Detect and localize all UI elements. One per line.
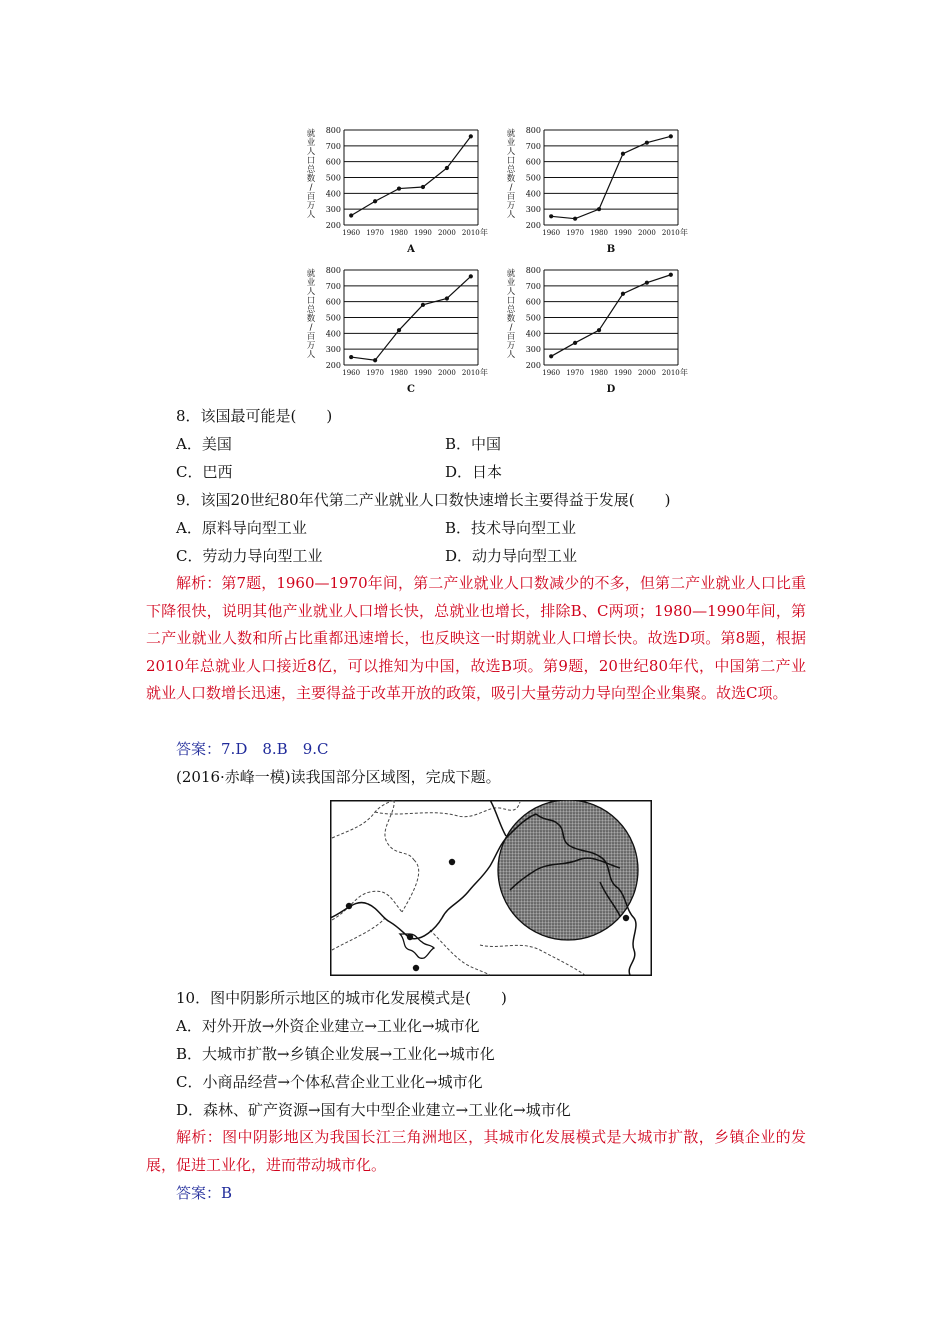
y-label-char: 业: [506, 278, 516, 288]
data-point: [573, 217, 577, 221]
analysis-2: [146, 1124, 806, 1179]
x-tick-label: 2010: [661, 369, 680, 377]
y-tick-label: 200: [525, 221, 541, 230]
chart-panel-label: C: [407, 384, 415, 395]
series-line: [351, 136, 471, 215]
y-tick-label: 400: [525, 329, 541, 339]
answer-2: [176, 1182, 232, 1204]
answer-2-label: 答案：: [176, 1184, 222, 1202]
y-tick-label: 600: [525, 157, 541, 167]
q10-option-a[interactable]: A．对外开放→外资企业建立→工业化→城市化: [176, 1017, 480, 1035]
data-point: [421, 185, 425, 189]
data-point: [669, 134, 673, 138]
y-tick-label: 200: [325, 221, 341, 230]
y-tick-label: 500: [525, 173, 541, 183]
q10-stem: 10．图中阴影所示地区的城市化发展模式是( ): [176, 989, 507, 1007]
data-point: [469, 274, 473, 278]
x-unit-label: 年: [480, 368, 488, 377]
y-label-char: 人: [306, 287, 316, 297]
q9-option-d[interactable]: D．动力导向型工业: [445, 547, 578, 565]
data-point: [573, 341, 577, 345]
chart-b-svg: [500, 122, 690, 257]
y-label-char: 业: [306, 278, 316, 288]
y-tick-label: 400: [325, 329, 341, 339]
y-label-char: 总: [306, 165, 316, 175]
city-dot: [413, 965, 419, 971]
y-tick-label: 300: [525, 345, 541, 355]
x-tick-label: 2010: [661, 229, 680, 237]
y-label-char: 数: [506, 174, 516, 184]
y-tick-label: 700: [525, 141, 541, 151]
answer-1-text: 7.D 8.B 9.C: [221, 740, 329, 758]
x-tick-label: 1970: [566, 229, 585, 237]
city-dot: [449, 859, 455, 865]
x-tick-label: 2000: [437, 369, 456, 377]
y-label-char: 业: [506, 138, 516, 148]
y-label-char: 口: [306, 296, 316, 306]
y-label-char: 百: [506, 192, 516, 202]
data-point: [469, 134, 473, 138]
q8-option-b[interactable]: B．中国: [445, 435, 502, 453]
chart-b: [500, 122, 690, 257]
chart-a: [300, 122, 490, 257]
q10-option-d[interactable]: D．森林、矿产资源→国有大中型企业建立→工业化→城市化: [176, 1101, 571, 1119]
x-tick-label: 1990: [414, 229, 432, 237]
chart-d-svg: [500, 262, 690, 397]
data-point: [597, 207, 601, 211]
region-map-svg: [330, 800, 652, 976]
y-label-char: 数: [506, 314, 516, 324]
shaded-region: [498, 800, 638, 940]
analysis-1-label: 解析：: [176, 574, 222, 592]
y-label-char: 总: [306, 305, 316, 315]
x-tick-label: 1980: [390, 369, 408, 377]
y-label-char: 口: [506, 296, 516, 306]
y-label-char: 万: [306, 341, 316, 351]
x-unit-label: 年: [680, 228, 688, 237]
x-tick-label: 1980: [590, 229, 608, 237]
y-tick-label: 200: [325, 361, 341, 370]
region-map: [330, 800, 652, 976]
data-point: [349, 213, 353, 217]
y-tick-label: 300: [525, 205, 541, 215]
charts-grid: [300, 122, 690, 400]
y-label-char: 口: [306, 156, 316, 166]
y-label-char: 万: [306, 201, 316, 211]
x-unit-label: 年: [680, 368, 688, 377]
y-label-char: /: [509, 323, 513, 333]
chart-c: [300, 262, 490, 397]
y-label-char: 人: [306, 147, 316, 157]
data-point: [645, 281, 649, 285]
answer-1-label: 答案：: [176, 740, 222, 758]
chart-d: [500, 262, 690, 397]
y-label-char: 总: [506, 165, 516, 175]
q9-option-c[interactable]: C．劳动力导向型工业: [176, 547, 323, 565]
y-tick-label: 700: [525, 281, 541, 291]
series-line: [351, 276, 471, 360]
y-label-char: /: [309, 183, 313, 193]
y-tick-label: 400: [325, 189, 341, 199]
analysis-2-text: 图中阴影地区为我国长江三角洲地区，其城市化发展模式是大城市扩散，乡镇企业的发展，促进工业化，进而带动城市化。: [146, 1128, 806, 1174]
y-label-char: 就: [306, 129, 316, 139]
q9-option-a[interactable]: A．原料导向型工业: [176, 519, 307, 537]
data-point: [621, 152, 625, 156]
y-tick-label: 300: [325, 345, 341, 355]
city-dot: [407, 934, 413, 940]
x-tick-label: 1970: [366, 369, 385, 377]
data-point: [597, 328, 601, 332]
data-point: [549, 214, 553, 218]
y-label-char: 人: [506, 210, 516, 220]
y-label-char: 就: [506, 269, 516, 279]
y-label-char: 人: [306, 210, 316, 220]
y-tick-label: 500: [325, 173, 341, 183]
x-tick-label: 1970: [366, 229, 385, 237]
y-label-char: 总: [506, 305, 516, 315]
answer-2-text: B: [221, 1184, 233, 1202]
q8-stem: 8．该国最可能是( ): [176, 407, 333, 425]
map-intro: (2016·赤峰一模)读我国部分区域图，完成下题。: [176, 768, 501, 786]
data-point: [373, 358, 377, 362]
q9-stem: 9．该国20世纪80年代第二产业就业人口数快速增长主要得益于发展( ): [176, 491, 671, 509]
y-tick-label: 600: [525, 297, 541, 307]
y-tick-label: 200: [525, 361, 541, 370]
chart-panel-label: D: [606, 384, 616, 395]
chart-panel-label: A: [407, 244, 415, 255]
analysis-2-label: 解析：: [176, 1128, 223, 1146]
chart-panel-label: B: [606, 244, 616, 255]
x-tick-label: 1990: [614, 229, 632, 237]
city-dot: [623, 915, 629, 921]
y-tick-label: 300: [325, 205, 341, 215]
y-label-char: 数: [306, 174, 316, 184]
x-unit-label: 年: [480, 228, 488, 237]
y-label-char: 数: [306, 314, 316, 324]
x-tick-label: 1960: [542, 369, 561, 377]
y-label-char: 万: [506, 201, 516, 211]
y-tick-label: 600: [325, 297, 341, 307]
y-label-char: 万: [506, 341, 516, 351]
y-label-char: 百: [306, 192, 316, 202]
y-label-char: 百: [506, 332, 516, 342]
x-tick-label: 1990: [414, 369, 432, 377]
chart-a-svg: [300, 122, 490, 257]
q8-option-a[interactable]: A．美国: [176, 435, 232, 453]
y-label-char: /: [509, 183, 513, 193]
y-label-char: 就: [306, 269, 316, 279]
x-tick-label: 1980: [590, 369, 608, 377]
data-point: [349, 355, 353, 359]
y-label-char: 口: [506, 156, 516, 166]
y-tick-label: 700: [325, 281, 341, 291]
y-tick-label: 600: [325, 157, 341, 167]
series-line: [551, 275, 671, 357]
x-tick-label: 1960: [342, 369, 361, 377]
y-tick-label: 500: [325, 313, 341, 323]
x-tick-label: 1960: [542, 229, 561, 237]
y-tick-label: 700: [325, 141, 341, 151]
y-tick-label: 800: [525, 126, 541, 135]
analysis-1-text: 第7题，1960—1970年间，第二产业就业人口数减少的不多，但第二产业就业人口比重下降很快，说明其他产业就业人口增长快，总就业也增长，排除B、C两项；1980—1990年间，第二产业就业人数和所占比重都迅速增长，也反映这一时期就业人口增长快。故选D项。第8题，根据2010年总就业人口接近8亿，可以推知为中国，故选B项。第9题，20世纪80年代，中国第二产业就业人口数增长迅速，主要得益于改革开放的政策，吸引大量劳动力导向型企业集聚。故选C项。: [146, 574, 806, 702]
y-label-char: 人: [506, 147, 516, 157]
analysis-1: [146, 570, 806, 708]
q10-option-b[interactable]: B．大城市扩散→乡镇企业发展→工业化→城市化: [176, 1045, 495, 1063]
city-dot: [346, 903, 352, 909]
y-tick-label: 400: [525, 189, 541, 199]
y-label-char: 人: [306, 350, 316, 360]
data-point: [621, 292, 625, 296]
y-label-char: 就: [506, 129, 516, 139]
x-tick-label: 1970: [566, 369, 585, 377]
q8-option-c[interactable]: C．巴西: [176, 463, 233, 481]
y-tick-label: 800: [525, 266, 541, 275]
y-label-char: /: [309, 323, 313, 333]
data-point: [669, 273, 673, 277]
x-tick-label: 1980: [390, 229, 408, 237]
y-tick-label: 500: [525, 313, 541, 323]
chart-c-svg: [300, 262, 490, 397]
y-label-char: 业: [306, 138, 316, 148]
data-point: [397, 186, 401, 190]
data-point: [445, 296, 449, 300]
data-point: [397, 328, 401, 332]
data-point: [645, 141, 649, 145]
y-label-char: 百: [306, 332, 316, 342]
x-tick-label: 1960: [342, 229, 361, 237]
x-tick-label: 2000: [637, 369, 656, 377]
q10-option-c[interactable]: C．小商品经营→个体私营企业工业化→城市化: [176, 1073, 483, 1091]
data-point: [373, 199, 377, 203]
data-point: [445, 166, 449, 170]
data-point: [421, 303, 425, 307]
x-tick-label: 2010: [461, 229, 480, 237]
answer-1: [176, 738, 328, 760]
q9-option-b[interactable]: B．技术导向型工业: [445, 519, 577, 537]
y-label-char: 人: [506, 350, 516, 360]
x-tick-label: 1990: [614, 369, 632, 377]
y-tick-label: 800: [325, 126, 341, 135]
x-tick-label: 2010: [461, 369, 480, 377]
y-label-char: 人: [506, 287, 516, 297]
data-point: [549, 354, 553, 358]
x-tick-label: 2000: [637, 229, 656, 237]
x-tick-label: 2000: [437, 229, 456, 237]
y-tick-label: 800: [325, 266, 341, 275]
q8-option-d[interactable]: D．日本: [445, 463, 503, 481]
